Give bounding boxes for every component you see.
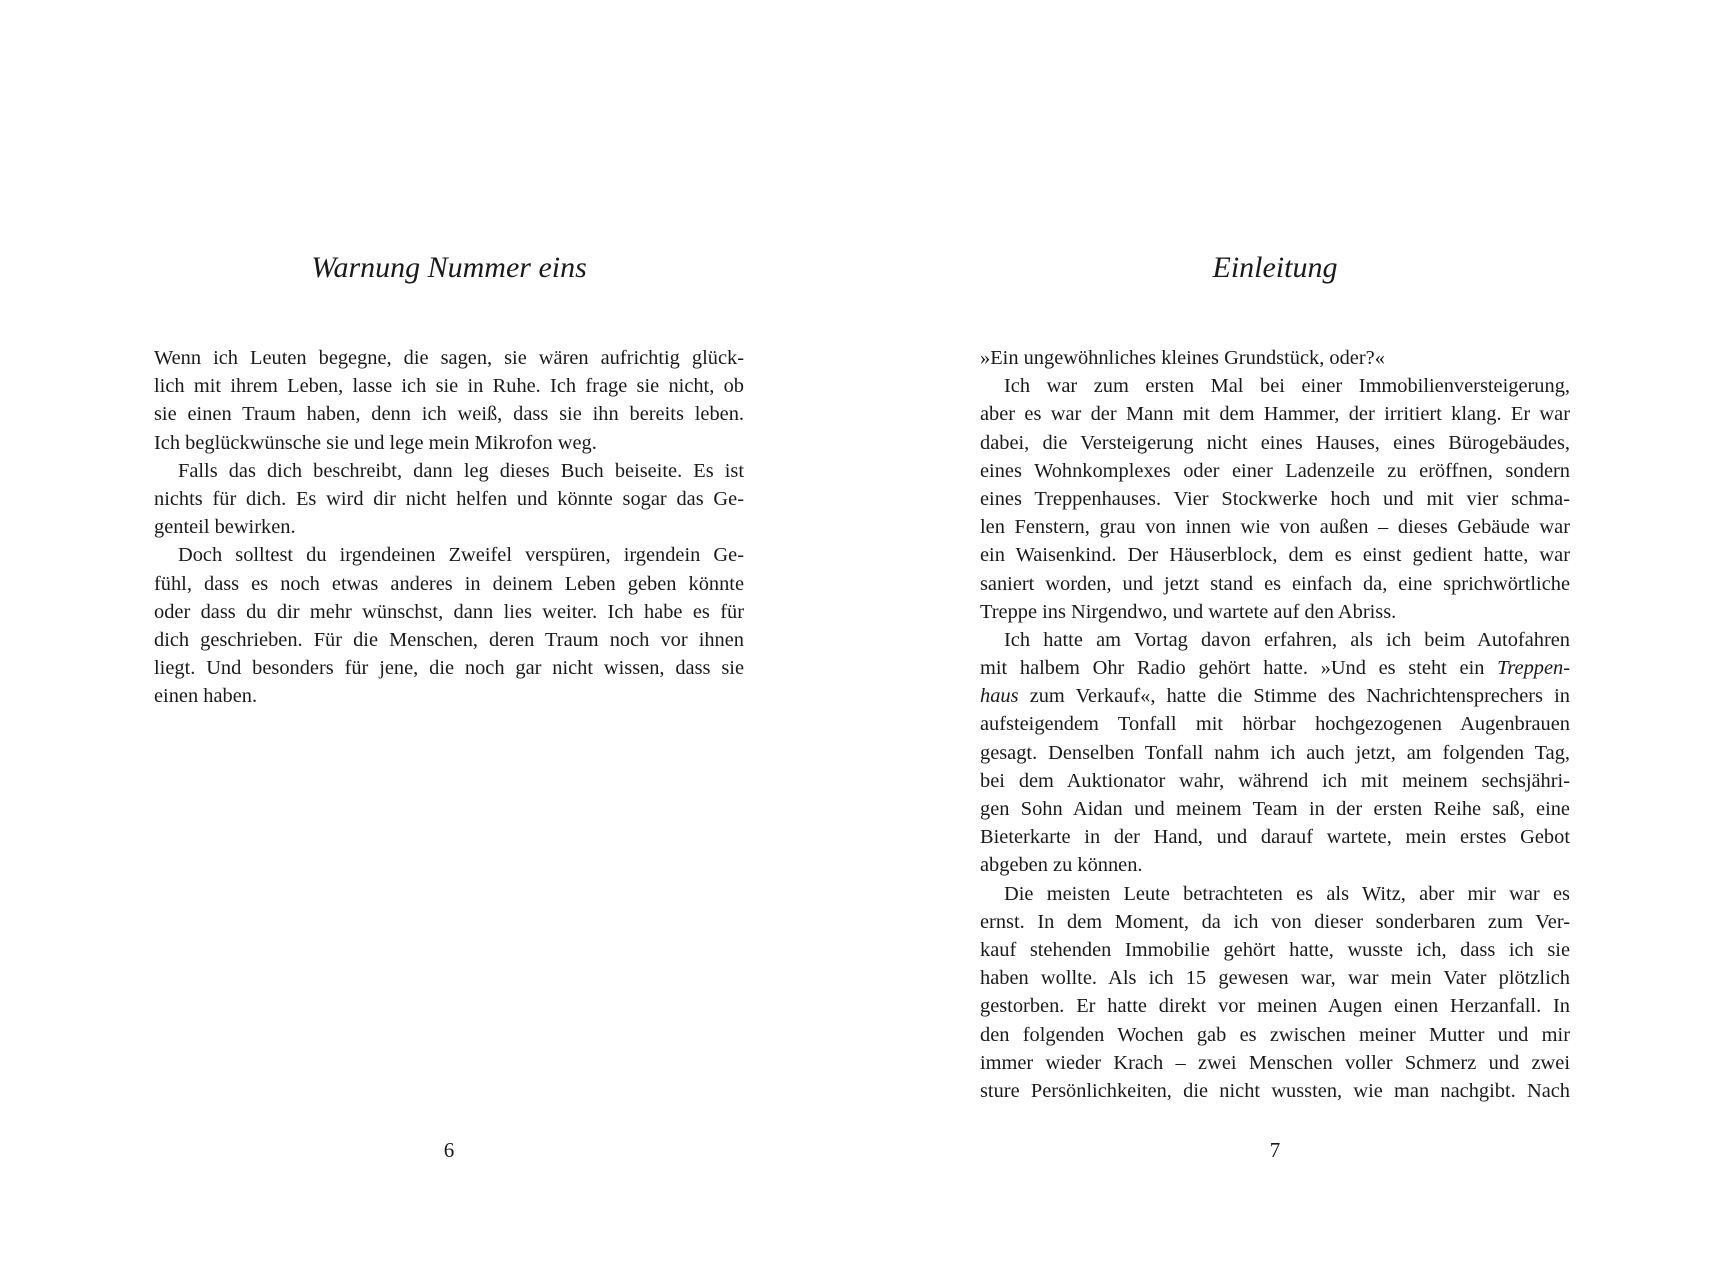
- text-line: aber es war der Mann mit dem Hammer, der irritiert klang. Er war: [980, 403, 1570, 426]
- text-line: sie einen Traum haben, denn ich weiß, dass sie ihn bereits leben.: [154, 403, 744, 426]
- text-line: einen haben.: [154, 685, 258, 708]
- text-line: Wenn ich Leuten begegne, die sagen, sie wären aufrichtig glück-: [154, 347, 744, 369]
- text-line: gesagt. Denselben Tonfall nahm ich auch jetzt, am folgenden Tag,: [980, 741, 1570, 764]
- text-line: Ich hatte am Vortag davon erfahren, als ich beim Autofahren: [1004, 628, 1570, 651]
- text-line: den folgenden Wochen gab es zwischen meiner Mutter und mir: [980, 1023, 1570, 1046]
- text-line: [980, 682, 1570, 710]
- text-line: ernst. In dem Moment, da ich von dieser sonderbaren zum Ver-: [980, 910, 1570, 933]
- text-line: dich geschrieben. Für die Menschen, deren Traum noch vor ihnen: [154, 628, 744, 651]
- text-line: Doch solltest du irgendeinen Zweifel verspüren, irgendein Ge-: [178, 544, 744, 567]
- page-number: 6: [443, 1138, 455, 1162]
- text-line: gen Sohn Aidan und meinem Team in der ersten Reihe saß, eine: [980, 798, 1570, 820]
- left-page: [154, 0, 744, 1270]
- right-page: [980, 0, 1570, 1270]
- chapter-title: Warnung Nummer eins: [311, 251, 587, 284]
- text-line: saniert worden, und jetzt stand es einfach da, eine sprichwörtliche: [980, 572, 1570, 595]
- text-line: Falls das dich beschreibt, dann leg dieses Buch beiseite. Es ist: [178, 459, 744, 482]
- text-line: bei dem Auktionator wahr, während ich mit meinem sechsjähri-: [980, 769, 1570, 792]
- text-line: eines Treppenhauses. Vier Stockwerke hoch und mit vier schma-: [980, 487, 1570, 510]
- text-line: nichts für dich. Es wird dir nicht helfen und könnte sogar das Ge-: [154, 487, 744, 510]
- italic-text: haus: [980, 685, 1019, 708]
- text-line: Ich beglückwünsche sie und lege mein Mikrofon weg.: [154, 431, 597, 454]
- text-line: Die meisten Leute betrachteten es als Witz, aber mir war es: [1004, 882, 1570, 905]
- text-line: gestorben. Er hatte direkt vor meinen Augen einen Herzanfall. In: [980, 995, 1570, 1018]
- text-line: [980, 654, 1570, 682]
- text-line: genteil bewirken.: [154, 516, 296, 539]
- text-line: aufsteigendem Tonfall mit hörbar hochgezogenen Augenbrauen: [980, 713, 1570, 736]
- text-line: Ich war zum ersten Mal bei einer Immobilienversteigerung,: [1004, 375, 1570, 398]
- text-line: liegt. Und besonders für jene, die noch gar nicht wissen, dass sie: [154, 657, 744, 680]
- text-line: lich mit ihrem Leben, lasse ich sie in Ruhe. Ich frage sie nicht, ob: [154, 375, 744, 398]
- text-line: oder dass du dir mehr wünschst, dann lies weiter. Ich habe es für: [154, 600, 744, 623]
- text-segment: mit halbem Ohr Radio gehört hatte. »Und es steht ein: [980, 657, 1498, 680]
- text-line: eines Wohnkomplexes oder einer Ladenzeile zu eröffnen, sondern: [980, 459, 1570, 482]
- text-line: len Fenstern, grau von innen wie von außen – dieses Gebäude war: [980, 516, 1570, 539]
- text-line: dabei, die Versteigerung nicht eines Hauses, eines Bürogebäudes,: [980, 431, 1570, 454]
- text-line: haben wollte. Als ich 15 gewesen war, war mein Vater plötzlich: [980, 967, 1570, 990]
- text-line: immer wieder Krach – zwei Menschen voller Schmerz und zwei: [980, 1051, 1570, 1074]
- text-line: kauf stehenden Immobilie gehört hatte, wusste ich, dass ich sie: [980, 938, 1570, 961]
- text-line: fühl, dass es noch etwas anderes in deinem Leben geben könnte: [154, 572, 744, 595]
- body-text: [154, 344, 744, 710]
- text-segment: zum Verkauf«, hatte die Stimme des Nachrichtensprechers in: [1018, 685, 1570, 708]
- page-number: 7: [1269, 1138, 1281, 1162]
- italic-text: Treppen-: [1497, 657, 1570, 680]
- chapter-title: Einleitung: [1212, 251, 1338, 284]
- text-line: Treppe ins Nirgendwo, und wartete auf den Abriss.: [980, 600, 1397, 623]
- text-line: »Ein ungewöhnliches kleines Grundstück, oder?«: [980, 347, 1385, 369]
- text-line: sture Persönlichkeiten, die nicht wussten, wie man nachgibt. Nach: [980, 1079, 1570, 1102]
- text-line: ein Waisenkind. Der Häuserblock, dem es einst gedient hatte, war: [980, 544, 1570, 567]
- text-line: Bieterkarte in der Hand, und darauf wartete, mein erstes Gebot: [980, 826, 1570, 849]
- body-text: [980, 344, 1570, 1105]
- text-line: abgeben zu können.: [980, 854, 1143, 877]
